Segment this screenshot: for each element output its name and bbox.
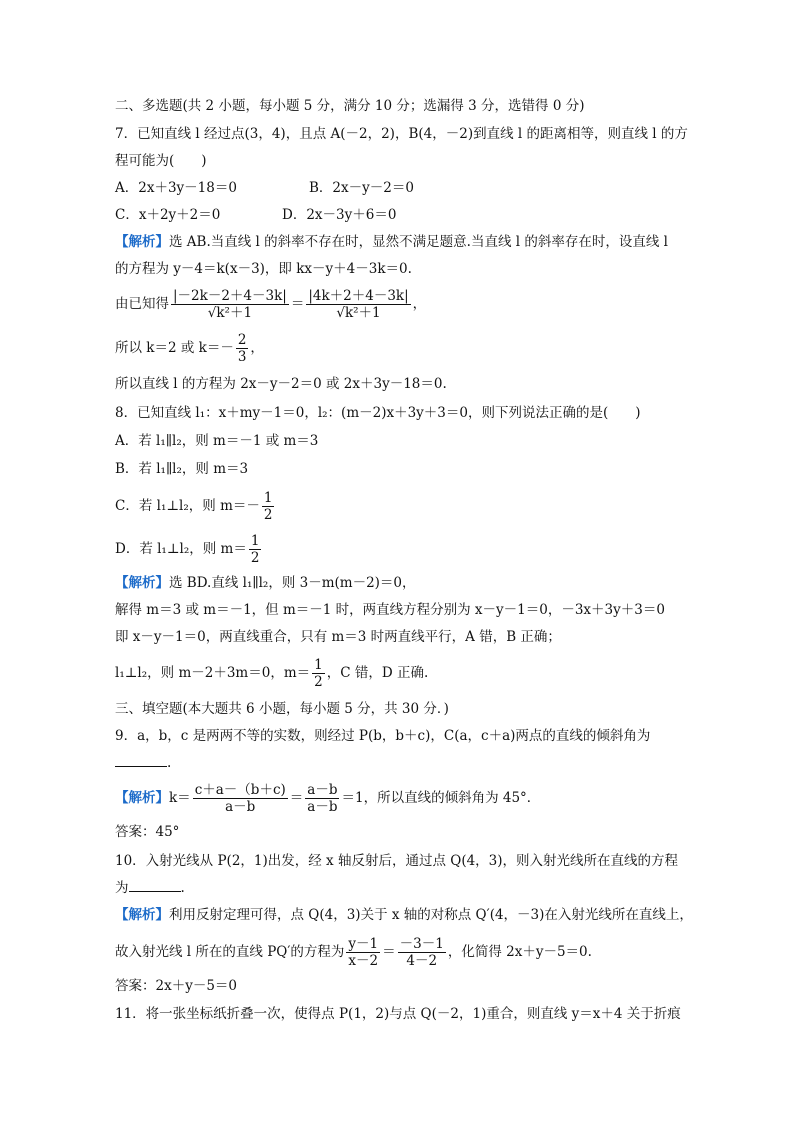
fraction: $\frac{-3-1}{4-2}$ bbox=[399, 936, 444, 969]
q9-answer: 答案：45° bbox=[115, 824, 180, 840]
fraction: $\frac{1}{2}$ bbox=[314, 657, 323, 690]
q7-option-a: A．2x＋3y－18＝0 bbox=[115, 180, 237, 196]
q7-solution-line4: 所以 k＝2 或 k＝－ $\frac{2}{3}$ ， bbox=[115, 332, 264, 365]
q10-stem-line2: 为 . bbox=[115, 880, 185, 896]
fraction: $\frac{1}{2}$ bbox=[250, 533, 260, 566]
q9-stem-line2: . bbox=[115, 753, 171, 773]
fraction: $\frac{2}{3}$ bbox=[237, 332, 247, 365]
fraction: $\frac{a-b}{a-b}$ bbox=[307, 782, 338, 815]
fraction: $\frac{|-2k-2+4-3k|}{\text{√k²＋1}}$ bbox=[173, 288, 287, 321]
solution-tag: 【解析】 bbox=[115, 234, 169, 250]
q10-stem-line1: 10．入射光线从 P(2，1)出发，经 x 轴反射后，通过点 Q(4，3)，则入射光线所在直线的方程 bbox=[115, 853, 679, 869]
q7-stem-line2: 程可能为( ) bbox=[115, 153, 207, 169]
q7-stem-line1: 7．已知直线 l 经过点(3，4)，且点 A(－2，2)，B(4，－2)到直线 l 的距离相等，则直线 l 的方 bbox=[115, 126, 688, 142]
q7-solution-line5: 所以直线 l 的方程为 2x－y－2＝0 或 2x＋3y－18＝0. bbox=[115, 376, 447, 392]
answer-blank bbox=[115, 754, 167, 767]
fraction: $\frac{c+a-(b+c)}{a-b}$ bbox=[194, 782, 286, 815]
q7-option-c: C．x＋2y＋2＝0 bbox=[115, 207, 221, 223]
q7-solution-line2: 的方程为 y－4＝k(x－3)，即 kx－y＋4－3k＝0. bbox=[115, 261, 412, 277]
q10-answer: 答案：2x＋y－5＝0 bbox=[115, 978, 238, 994]
q10-solution-line1: 【解析】利用反射定理可得，点 Q(4，3)关于 x 轴的对称点 Q′(4，－3)在入射光线所在直线上， bbox=[115, 907, 693, 923]
q7-solution-line3: 由已知得 $\frac{|-2k-2+4-3k|}{\text{√k²＋1}}$ ＝ $\frac{|4k+2+4-3k|}{\text{√k²＋1}}$ ， bbox=[115, 288, 427, 321]
q10-solution-line2: 故入射光线 l 所在的直线 PQ′的方程为 $\frac{y-1}{x-2}$ ＝ $\frac{-3-1}{4-2}$ ，化简得 2x＋y－5＝0. bbox=[115, 936, 592, 969]
section-header-multiple-choice: 二、多选题(共 2 小题，每小题 5 分，满分 10 分；选漏得 3 分，选错得 0 分) bbox=[115, 98, 585, 114]
q8-solution-line2: 解得 m＝3 或 m＝－1，但 m＝－1 时，两直线方程分别为 x－y－1＝0，－3x＋3y＋3＝0 bbox=[115, 602, 665, 618]
q8-solution-line4: l₁⊥l₂，则 m－2＋3m＝0，m＝ $\frac{1}{2}$ ，C 错，D 正确. bbox=[115, 657, 429, 690]
section-header-fill-in: 三、填空题(本大题共 6 小题，每小题 5 分，共 30 分．) bbox=[115, 701, 449, 717]
q8-option-d: D．若 l₁⊥l₂，则 m＝ $\frac{1}{2}$ bbox=[115, 533, 260, 566]
q9-solution: 【解析】k＝ $\frac{c+a-(b+c)}{a-b}$ ＝ $\frac{a-b}{a-b}$ ＝1，所以直线的倾斜角为 45°． bbox=[115, 782, 541, 815]
q9-stem-line1: 9．a，b，c 是两两不等的实数，则经过 P(b，b＋c)，C(a，c＋a)两点的直线的倾斜角为 bbox=[115, 728, 651, 744]
q8-stem: 8．已知直线 l₁：x＋my－1＝0，l₂：(m－2)x＋3y＋3＝0，则下列说法正确的是( ) bbox=[115, 405, 641, 421]
solution-tag: 【解析】 bbox=[115, 575, 169, 591]
q8-solution-line3: 即 x－y－1＝0，两直线重合，只有 m＝3 时两直线平行，A 错，B 正确； bbox=[115, 629, 561, 645]
fraction: $\frac{1}{2}$ bbox=[263, 490, 273, 523]
q7-solution-line1: 【解析】选 AB.当直线 l 的斜率不存在时，显然不满足题意.当直线 l 的斜率存在时，设直线 l bbox=[115, 234, 668, 250]
fraction: $\frac{|4k+2+4-3k|}{\text{√k²＋1}}$ bbox=[308, 288, 409, 321]
q8-solution-line1: 【解析】选 BD.直线 l₁∥l₂，则 3－m(m－2)＝0， bbox=[115, 575, 416, 591]
q8-option-c: C．若 l₁⊥l₂，则 m＝－ $\frac{1}{2}$ bbox=[115, 490, 273, 523]
q8-option-a: A．若 l₁∥l₂，则 m＝－1 或 m＝3 bbox=[115, 433, 319, 449]
q8-option-b: B．若 l₁∥l₂，则 m＝3 bbox=[115, 461, 249, 477]
solution-tag: 【解析】 bbox=[115, 907, 169, 923]
solution-tag: 【解析】 bbox=[115, 790, 169, 806]
q7-option-d: D．2x－3y＋6＝0 bbox=[282, 207, 397, 223]
q7-option-b: B．2x－y－2＝0 bbox=[309, 180, 414, 196]
answer-blank bbox=[129, 879, 181, 892]
fraction: $\frac{y-1}{x-2}$ bbox=[348, 936, 379, 969]
q11-stem-line1: 11．将一张坐标纸折叠一次，使得点 P(1，2)与点 Q(－2，1)重合，则直线 y＝x＋4 关于折痕 bbox=[115, 1006, 681, 1022]
